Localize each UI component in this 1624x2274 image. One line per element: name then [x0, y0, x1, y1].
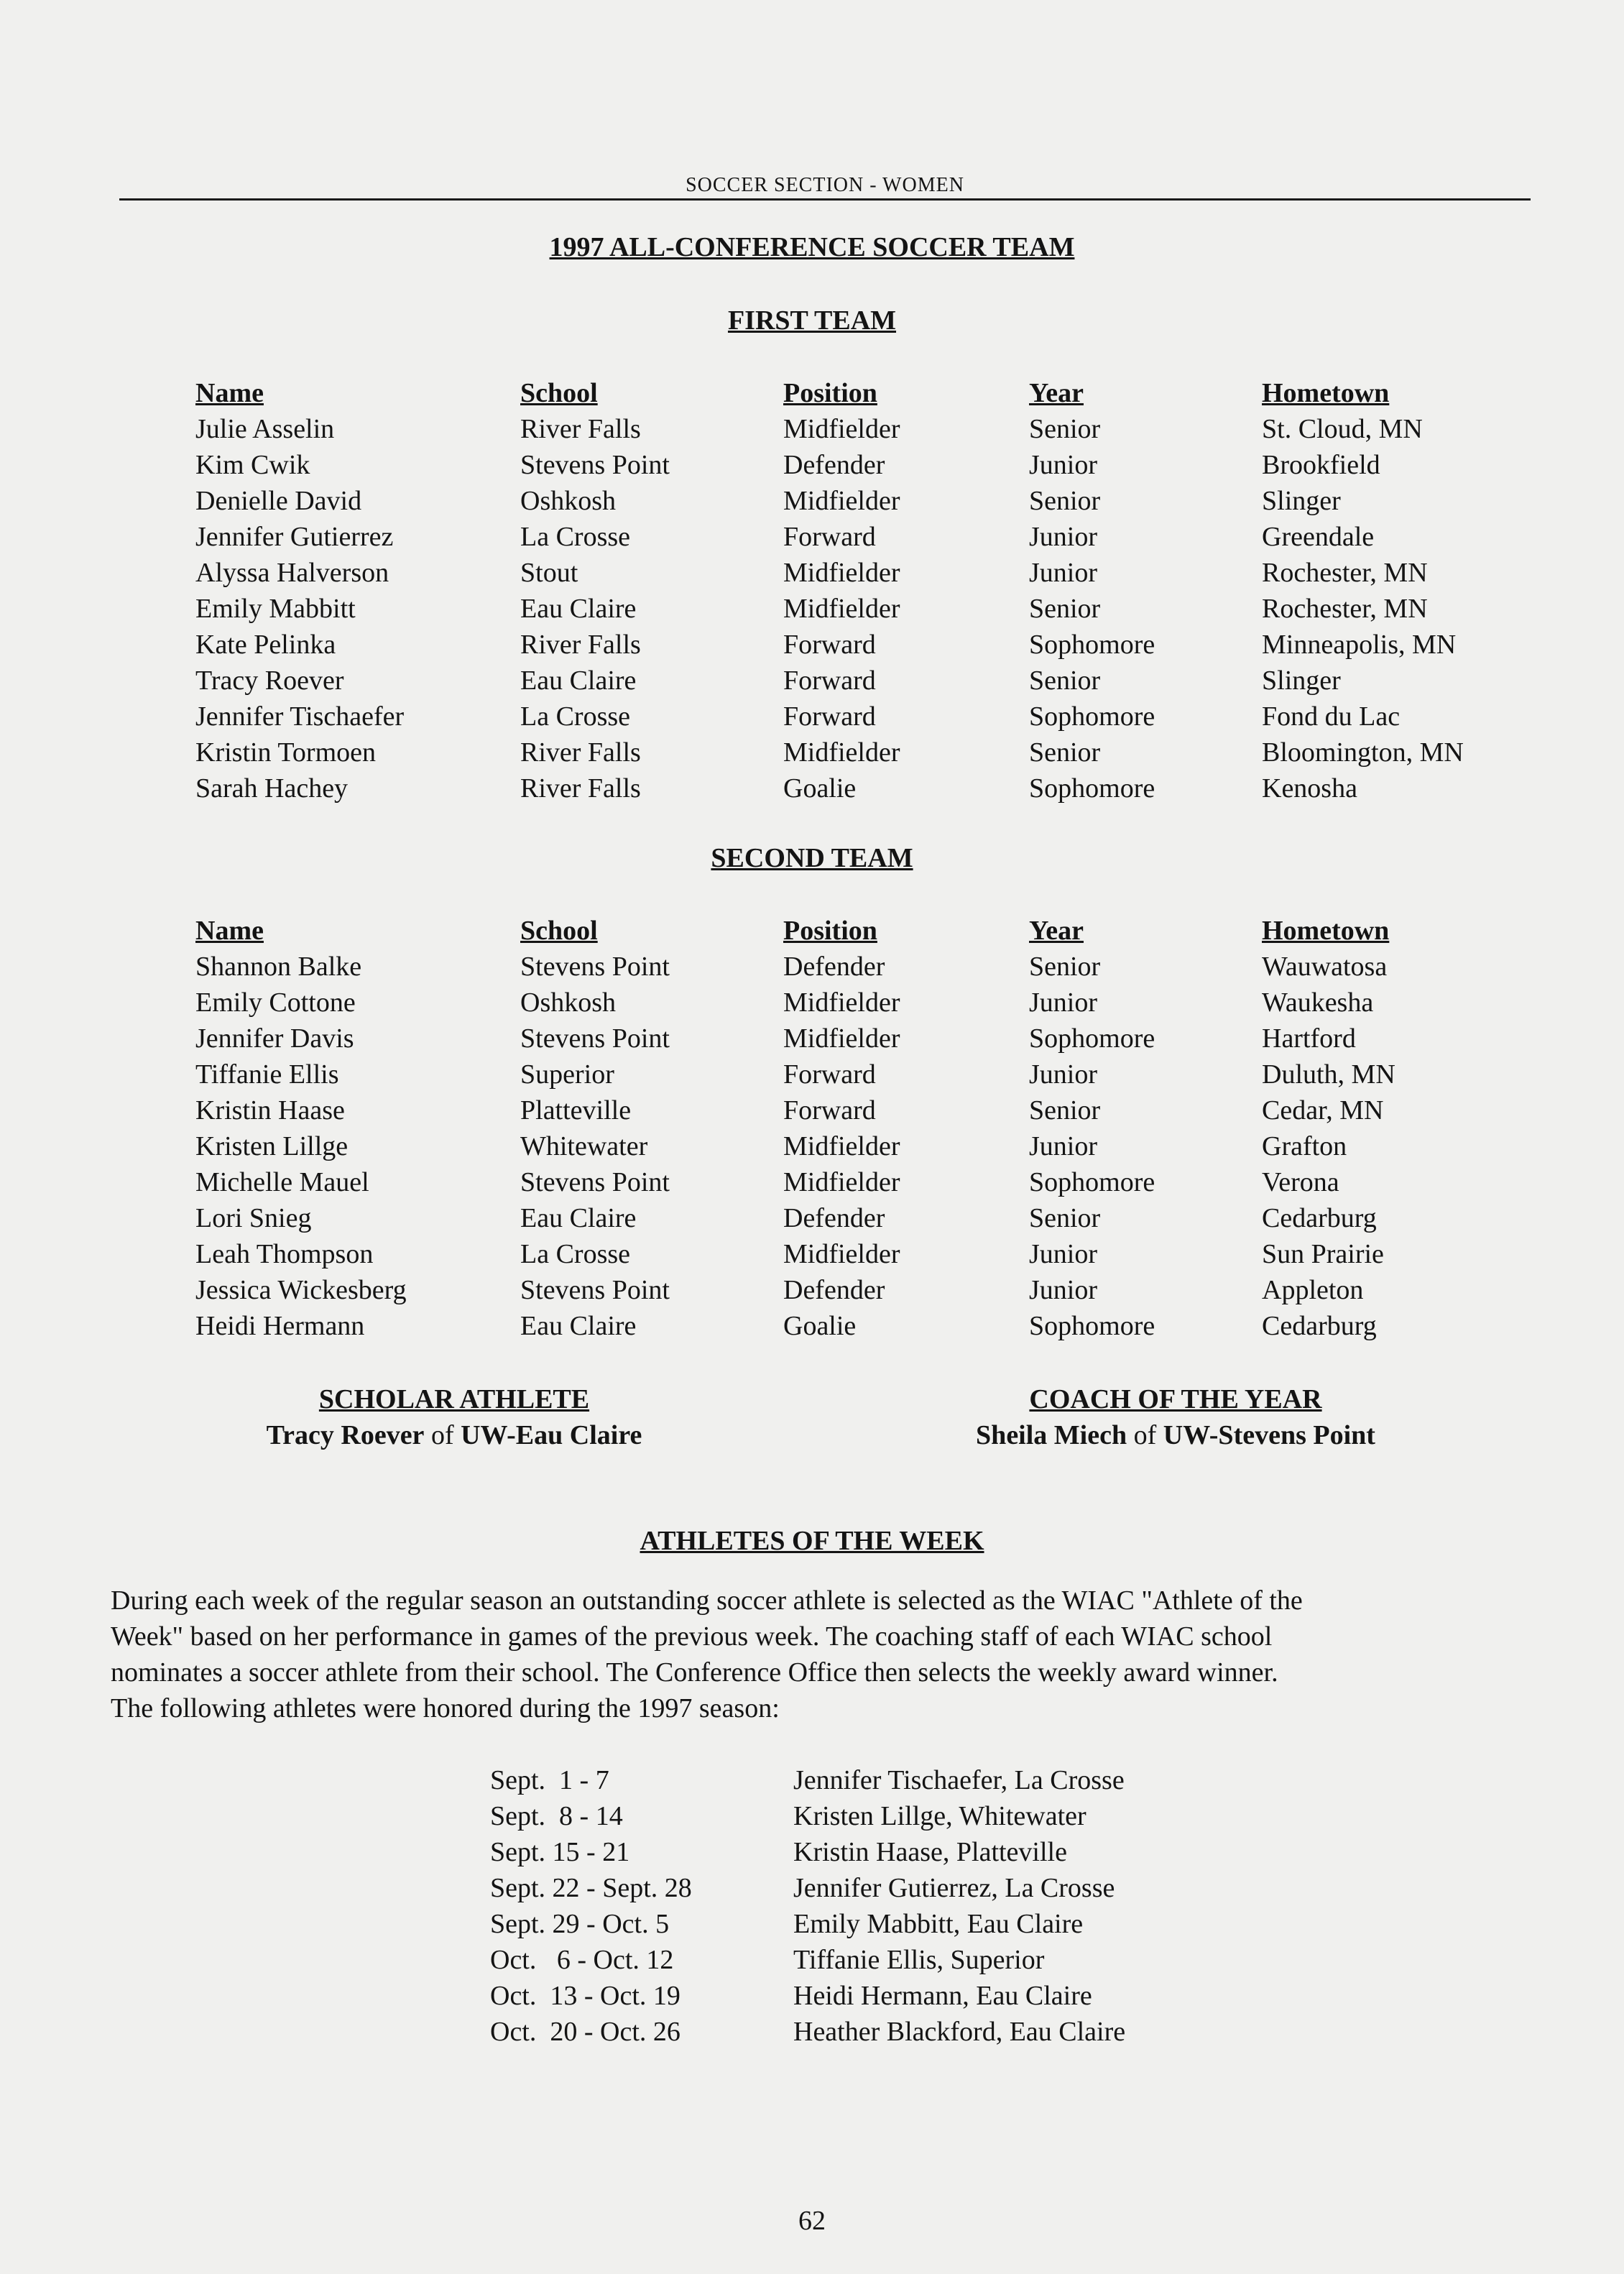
athletes-of-week-paragraph	[111, 1583, 1476, 1726]
coach-of-year-line	[924, 1417, 1427, 1453]
player-hometown: Kenosha	[1262, 773, 1357, 804]
player-hometown: Duluth, MN	[1262, 1059, 1395, 1090]
player-name: Jennifer Davis	[195, 1023, 354, 1054]
player-school: River Falls	[520, 414, 641, 444]
week-dates: Sept. 22 - Sept. 28	[490, 1873, 692, 1903]
player-name: Emily Mabbitt	[195, 594, 356, 624]
player-school: Whitewater	[520, 1131, 648, 1161]
player-position: Forward	[783, 630, 876, 660]
column-header-hometown: Hometown	[1262, 916, 1390, 946]
scholar-athlete-school: UW-Eau Claire	[461, 1420, 642, 1450]
player-name: Shannon Balke	[195, 952, 362, 982]
player-year: Junior	[1029, 558, 1097, 588]
player-school: Eau Claire	[520, 666, 637, 696]
column-header-hometown: Hometown	[1262, 378, 1390, 408]
player-name: Leah Thompson	[195, 1239, 374, 1269]
column-header-school: School	[520, 378, 598, 408]
second-team-row	[195, 1092, 1532, 1128]
player-position: Midfielder	[783, 1167, 900, 1197]
player-name: Tracy Roever	[195, 666, 344, 696]
player-position: Midfielder	[783, 1239, 900, 1269]
second-team-header-row	[195, 913, 1532, 949]
player-school: River Falls	[520, 630, 641, 660]
scholar-athlete-line	[239, 1417, 670, 1453]
week-row	[490, 1978, 1352, 2014]
player-school: Stevens Point	[520, 450, 670, 480]
player-school: Eau Claire	[520, 1311, 637, 1341]
player-hometown: Grafton	[1262, 1131, 1347, 1161]
scholar-athlete-of: of	[430, 1420, 454, 1450]
coach-of-year-block	[924, 1381, 1427, 1453]
first-team-row	[195, 483, 1532, 519]
week-row	[490, 1870, 1352, 1906]
week-dates: Sept. 8 - 14	[490, 1801, 623, 1831]
player-year: Junior	[1029, 1131, 1097, 1161]
player-hometown: Wauwatosa	[1262, 952, 1388, 982]
second-team-row	[195, 1128, 1532, 1164]
week-row	[490, 1798, 1352, 1834]
player-position: Goalie	[783, 1311, 857, 1341]
first-team-table	[195, 375, 1532, 806]
player-year: Sophomore	[1029, 1023, 1155, 1054]
paragraph-line: Week" based on her performance in games of the previous week. The coaching staff of each WIAC school	[111, 1621, 1273, 1652]
week-athlete: Tiffanie Ellis, Superior	[793, 1945, 1045, 1975]
player-hometown: Bloomington, MN	[1262, 737, 1464, 768]
first-team-row	[195, 770, 1532, 806]
week-dates: Oct. 13 - Oct. 19	[490, 1981, 680, 2011]
player-school: Stout	[520, 558, 578, 588]
week-dates: Sept. 1 - 7	[490, 1765, 609, 1795]
player-name: Kristin Haase	[195, 1095, 345, 1126]
player-year: Junior	[1029, 450, 1097, 480]
player-hometown: Brookfield	[1262, 450, 1380, 480]
player-year: Sophomore	[1029, 773, 1155, 804]
player-hometown: Rochester, MN	[1262, 558, 1428, 588]
player-name: Denielle David	[195, 486, 362, 516]
player-position: Midfielder	[783, 486, 900, 516]
player-hometown: Greendale	[1262, 522, 1375, 552]
player-position: Midfielder	[783, 414, 900, 444]
player-school: River Falls	[520, 773, 641, 804]
paragraph-line: nominates a soccer athlete from their school. The Conference Office then selects the weekly award winner.	[111, 1657, 1278, 1688]
player-position: Midfielder	[783, 558, 900, 588]
player-hometown: Minneapolis, MN	[1262, 630, 1457, 660]
player-school: Stevens Point	[520, 1275, 670, 1305]
column-header-year: Year	[1029, 916, 1084, 946]
player-name: Lori Snieg	[195, 1203, 312, 1233]
player-name: Heidi Hermann	[195, 1311, 365, 1341]
first-team-row	[195, 555, 1532, 591]
week-athlete: Emily Mabbitt, Eau Claire	[793, 1909, 1084, 1939]
player-school: River Falls	[520, 737, 641, 768]
second-team-row	[195, 949, 1532, 985]
week-athlete: Jennifer Tischaefer, La Crosse	[793, 1765, 1125, 1795]
player-name: Jessica Wickesberg	[195, 1275, 407, 1305]
second-team-row	[195, 1236, 1532, 1272]
player-name: Emily Cottone	[195, 988, 356, 1018]
player-name: Julie Asselin	[195, 414, 335, 444]
athletes-of-week-heading: ATHLETES OF THE WEEK	[640, 1526, 984, 1556]
week-dates: Sept. 29 - Oct. 5	[490, 1909, 670, 1939]
scholar-athlete-heading: SCHOLAR ATHLETE	[318, 1384, 590, 1414]
column-header-name: Name	[195, 916, 264, 946]
second-team-rows	[195, 949, 1532, 1344]
player-name: Sarah Hachey	[195, 773, 349, 804]
coach-of-year-school: UW-Stevens Point	[1163, 1420, 1375, 1450]
first-team-heading: FIRST TEAM	[727, 305, 897, 336]
player-school: Eau Claire	[520, 594, 637, 624]
player-position: Forward	[783, 666, 876, 696]
player-name: Kate Pelinka	[195, 630, 336, 660]
player-position: Forward	[783, 701, 876, 732]
player-hometown: Verona	[1262, 1167, 1339, 1197]
coach-of-year-of: of	[1133, 1420, 1157, 1450]
first-team-rows	[195, 411, 1532, 806]
player-position: Midfielder	[783, 988, 900, 1018]
player-position: Midfielder	[783, 737, 900, 768]
second-team-row	[195, 1200, 1532, 1236]
column-header-year: Year	[1029, 378, 1084, 408]
player-school: Stevens Point	[520, 1167, 670, 1197]
column-header-name: Name	[195, 378, 264, 408]
player-year: Junior	[1029, 1239, 1097, 1269]
week-athlete: Kristin Haase, Platteville	[793, 1837, 1067, 1867]
player-year: Senior	[1029, 737, 1101, 768]
week-athlete: Kristen Lillge, Whitewater	[793, 1801, 1086, 1831]
player-position: Defender	[783, 1203, 885, 1233]
second-team-row	[195, 985, 1532, 1021]
first-team-row	[195, 447, 1532, 483]
first-team-header-row	[195, 375, 1532, 411]
scholar-athlete-name: Tracy Roever	[266, 1420, 425, 1450]
week-athlete: Heidi Hermann, Eau Claire	[793, 1981, 1092, 2011]
player-school: Stevens Point	[520, 1023, 670, 1054]
player-year: Senior	[1029, 594, 1101, 624]
player-position: Forward	[783, 1095, 876, 1126]
second-team-row	[195, 1021, 1532, 1057]
week-athlete: Heather Blackford, Eau Claire	[793, 2017, 1126, 2047]
header-rule	[119, 198, 1531, 201]
second-team-table	[195, 913, 1532, 1344]
player-year: Sophomore	[1029, 1311, 1155, 1341]
player-year: Sophomore	[1029, 1167, 1155, 1197]
first-team-row	[195, 735, 1532, 770]
week-row	[490, 1834, 1352, 1870]
player-school: Oshkosh	[520, 486, 617, 516]
player-hometown: Sun Prairie	[1262, 1239, 1384, 1269]
player-hometown: St. Cloud, MN	[1262, 414, 1423, 444]
player-position: Defender	[783, 1275, 885, 1305]
player-position: Goalie	[783, 773, 857, 804]
player-school: Platteville	[520, 1095, 632, 1126]
coach-of-year-heading: COACH OF THE YEAR	[1029, 1384, 1322, 1414]
player-year: Junior	[1029, 988, 1097, 1018]
second-team-row	[195, 1308, 1532, 1344]
player-school: La Crosse	[520, 522, 631, 552]
player-name: Jennifer Gutierrez	[195, 522, 394, 552]
week-dates: Oct. 6 - Oct. 12	[490, 1945, 674, 1975]
page-number: 62	[798, 2206, 826, 2236]
player-hometown: Cedar, MN	[1262, 1095, 1384, 1126]
player-hometown: Waukesha	[1262, 988, 1374, 1018]
column-header-school: School	[520, 916, 598, 946]
second-team-heading: SECOND TEAM	[711, 843, 913, 873]
player-hometown: Fond du Lac	[1262, 701, 1401, 732]
player-hometown: Cedarburg	[1262, 1203, 1377, 1233]
player-hometown: Slinger	[1262, 666, 1341, 696]
player-year: Senior	[1029, 414, 1101, 444]
player-hometown: Hartford	[1262, 1023, 1356, 1054]
week-row	[490, 1942, 1352, 1978]
player-hometown: Cedarburg	[1262, 1311, 1377, 1341]
player-position: Forward	[783, 522, 876, 552]
player-hometown: Appleton	[1262, 1275, 1364, 1305]
player-name: Kristin Tormoen	[195, 737, 377, 768]
first-team-row	[195, 519, 1532, 555]
first-team-row	[195, 591, 1532, 627]
player-year: Junior	[1029, 522, 1097, 552]
player-position: Midfielder	[783, 594, 900, 624]
week-athlete: Jennifer Gutierrez, La Crosse	[793, 1873, 1115, 1903]
player-year: Senior	[1029, 952, 1101, 982]
player-position: Forward	[783, 1059, 876, 1090]
player-year: Senior	[1029, 486, 1101, 516]
player-name: Tiffanie Ellis	[195, 1059, 339, 1090]
player-year: Junior	[1029, 1059, 1097, 1090]
first-team-row	[195, 663, 1532, 699]
first-team-row	[195, 411, 1532, 447]
coach-of-year-name: Sheila Miech	[976, 1420, 1127, 1450]
paragraph-line: During each week of the regular season an outstanding soccer athlete is selected as the WIAC "Athlete of the	[111, 1585, 1303, 1616]
player-school: La Crosse	[520, 1239, 631, 1269]
running-head: SOCCER SECTION - WOMEN	[686, 174, 964, 196]
player-school: Eau Claire	[520, 1203, 637, 1233]
week-row	[490, 1762, 1352, 1798]
player-position: Defender	[783, 952, 885, 982]
player-year: Sophomore	[1029, 630, 1155, 660]
player-name: Michelle Mauel	[195, 1167, 369, 1197]
column-header-position: Position	[783, 916, 877, 946]
player-hometown: Slinger	[1262, 486, 1341, 516]
player-school: Stevens Point	[520, 952, 670, 982]
player-position: Midfielder	[783, 1023, 900, 1054]
player-year: Senior	[1029, 1203, 1101, 1233]
player-name: Kristen Lillge	[195, 1131, 349, 1161]
player-name: Alyssa Halverson	[195, 558, 389, 588]
week-row	[490, 2014, 1352, 2050]
week-dates: Sept. 15 - 21	[490, 1837, 630, 1867]
page-title: 1997 ALL-CONFERENCE SOCCER TEAM	[549, 232, 1075, 262]
paragraph-line: The following athletes were honored during the 1997 season:	[111, 1693, 780, 1723]
player-school: Oshkosh	[520, 988, 617, 1018]
first-team-row	[195, 699, 1532, 735]
player-position: Midfielder	[783, 1131, 900, 1161]
second-team-row	[195, 1164, 1532, 1200]
player-school: Superior	[520, 1059, 614, 1090]
week-row	[490, 1906, 1352, 1942]
player-year: Sophomore	[1029, 701, 1155, 732]
player-year: Senior	[1029, 1095, 1101, 1126]
player-name: Jennifer Tischaefer	[195, 701, 405, 732]
player-hometown: Rochester, MN	[1262, 594, 1428, 624]
first-team-row	[195, 627, 1532, 663]
column-header-position: Position	[783, 378, 877, 408]
athletes-of-week-list	[490, 1762, 1352, 2050]
scholar-athlete-block	[239, 1381, 670, 1453]
player-name: Kim Cwik	[195, 450, 310, 480]
player-position: Defender	[783, 450, 885, 480]
player-year: Senior	[1029, 666, 1101, 696]
player-year: Junior	[1029, 1275, 1097, 1305]
player-school: La Crosse	[520, 701, 631, 732]
second-team-row	[195, 1272, 1532, 1308]
week-dates: Oct. 20 - Oct. 26	[490, 2017, 680, 2047]
second-team-row	[195, 1057, 1532, 1092]
